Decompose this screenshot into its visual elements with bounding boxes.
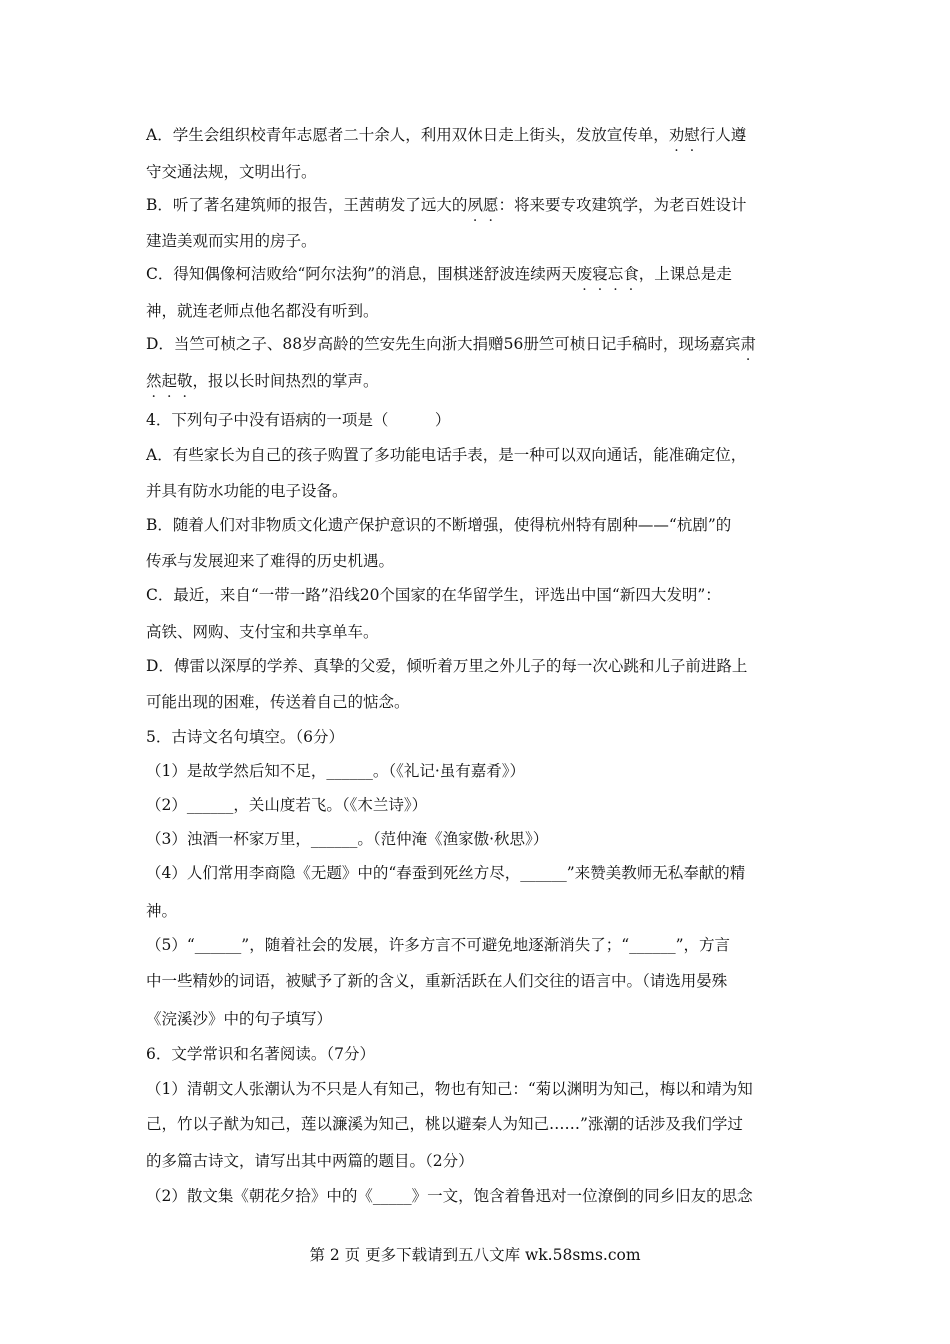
text-line: 5．古诗文名句填空。（6分）: [146, 728, 344, 746]
text-line: 建造美观而实用的房子。: [146, 232, 317, 250]
text-line: 然起敬，报以长时间热烈的掌声。: [146, 372, 379, 390]
text-line: 《浣溪沙》中的句子填写）: [146, 1010, 333, 1028]
text-line: 可能出现的困难，传送着自己的惦念。: [146, 693, 410, 711]
text-line: C．得知偶像柯洁败给“阿尔法狗”的消息，围棋迷舒波连续两天废寝忘食，上课总是走: [146, 265, 732, 283]
page-footer: 第 2 页 更多下载请到五八文库 wk.58sms.com: [309, 1246, 641, 1264]
text-line: D．傅雷以深厚的学养、真挚的父爱，倾听着万里之外儿子的每一次心跳和儿子前进路上: [146, 657, 748, 675]
text-line: 守交通法规，文明出行。: [146, 163, 317, 181]
text-line: B．随着人们对非物质文化遗产保护意识的不断增强，使得杭州特有剧种——“杭剧”的: [146, 516, 732, 534]
text-line: 4．下列句子中没有语病的一项是（ ）: [146, 411, 451, 429]
text-line: 己，竹以子猷为知己，莲以濂溪为知己，桃以避秦人为知己……”涨潮的话涉及我们学过: [146, 1115, 743, 1133]
text-line: 并具有防水功能的电子设备。: [146, 482, 348, 500]
text-line: 中一些精妙的词语，被赋予了新的含义，重新活跃在人们交往的语言中。（请选用晏殊: [146, 972, 728, 990]
text-line: A．有些家长为自己的孩子购置了多功能电话手表，是一种可以双向通话，能准确定位，: [146, 446, 747, 464]
text-line: （1）清朝文人张潮认为不只是人有知己，物也有知己：“菊以渊明为知己，梅以和靖为知: [146, 1080, 753, 1098]
text-line: B．听了著名建筑师的报告，王茜萌发了远大的夙愿：将来要专攻建筑学，为老百姓设计: [146, 196, 747, 214]
text-line: （3）浊酒一杯家万里，______。（范仲淹《渔家傲·秋思》）: [146, 830, 549, 848]
text-line: D．当竺可桢之子、88岁高龄的竺安先生向浙大捐赠56册竺可桢日记手稿时，现场嘉宾肃: [146, 335, 756, 353]
text-line: 的多篇古诗文，请写出其中两篇的题目。（2分）: [146, 1152, 474, 1170]
text-line: C．最近，来自“一带一路”沿线20个国家的在华留学生，评选出中国“新四大发明”：: [146, 586, 721, 604]
text-line: 神，就连老师点他名都没有听到。: [146, 302, 379, 320]
text-line: （4）人们常用李商隐《无题》中的“春蚕到死丝方尽，______”来赞美教师无私奉献的精: [146, 864, 746, 882]
text-line: （5）“______”，随着社会的发展，许多方言不可避免地逐渐消失了；“______”，方言: [146, 936, 731, 954]
text-line: 高铁、网购、支付宝和共享单车。: [146, 623, 379, 641]
text-line: 传承与发展迎来了难得的历史机遇。: [146, 552, 395, 570]
text-line: （1）是故学然后知不足，______。（《礼记·虽有嘉肴》）: [146, 762, 526, 780]
text-line: （2）散文集《朝花夕拾》中的《_____》一文，饱含着鲁迅对一位潦倒的同乡旧友的思念: [146, 1187, 753, 1205]
text-line: 神。: [146, 902, 178, 920]
text-line: A．学生会组织校青年志愿者二十余人，利用双休日走上街头，发放宣传单，劝慰行人遵: [146, 126, 747, 144]
text-line: 6．文学常识和名著阅读。（7分）: [146, 1045, 375, 1063]
text-line: （2）______，关山度若飞。（《木兰诗》）: [146, 796, 428, 814]
